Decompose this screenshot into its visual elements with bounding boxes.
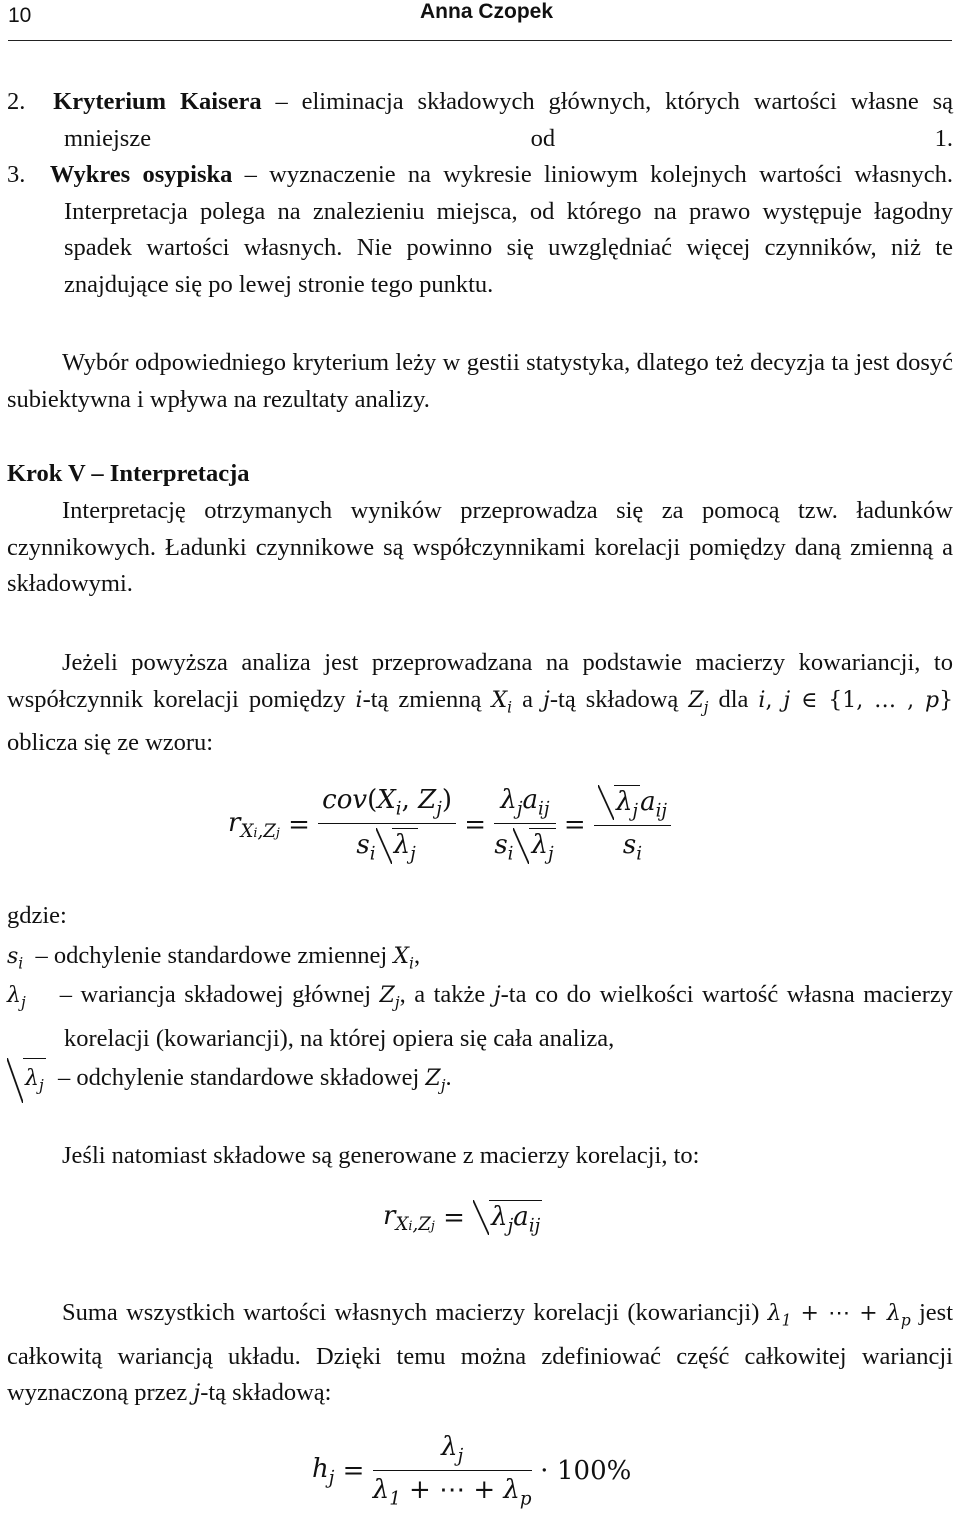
definition-sqrt-lambda: $\lambda_j$ – odchylenie standardowe składowej $Z_j$. <box>7 1058 953 1104</box>
where-label: gdzie: <box>7 902 67 929</box>
list-item-scree: 3. Wykres osypiska – wyznaczenie na wykresie liniowym kolejnych wartości własnych. Interpretacja polega na znalezieniu miejsca, od którego na prawo występuje łagodny spadek wartości własnych. Nie powinno się uwzględniać więcej czynników, niż te znajdujące się po lewej stronie tego punktu. <box>7 161 953 298</box>
list-item-kaiser: 2. Kryterium Kaisera – eliminacja składowych głównych, których wartości własne są mniejsze od 1. <box>7 88 954 152</box>
formula-variance-share: $h_j$ = $\frac{\lambda_j}{\lambda_1 + \cdots + \lambda_p}$ ⋅ 100% <box>312 1432 632 1510</box>
definition-s: $s_i$ – odchylenie standardowe zmiennej $X_i$, <box>7 942 421 973</box>
page-number: 10 <box>8 4 32 27</box>
definition-lambda: $\lambda_j$ – wariancja składowej głównej $Z_j$, a także j-ta co do wielkości wartość własna macierzy korelacji (kowariancji), na której opiera się cała analiza, <box>7 981 954 1052</box>
paragraph-correlation: Jeśli natomiast składowe są generowane z macierzy korelacji, to: <box>62 1142 700 1169</box>
paragraph-eigen-sum: Suma wszystkich wartości własnych macierzy korelacji (kowariancji) $\lambda_1$ + ⋯ + $\lambda_p$ jest całkowitą wariancją układu. Dzięki temu można zdefiniować część całkowitej wariancji wyznaczoną przez j-tą składową: <box>7 1299 954 1407</box>
section-heading: Krok V – Interpretacja <box>7 460 250 487</box>
running-author: Anna Czopek <box>420 0 554 23</box>
formula-loading-covariance: $r_{Xi,Zj}$ = $\frac{cov(X_i, Z_j)}{s_i \lambda_j}$ = $\frac{\lambda_ja_{ij}}{s_i \lambda_j}$ = $\frac{\lambda_ja_{ij}}{s_i}$ <box>228 785 671 865</box>
page-header <box>8 0 952 41</box>
formula-loading-correlation: $r_{Xi,Zj} = \lambda_ja_{ij}$ <box>383 1201 541 1237</box>
paragraph-criterion-choice: Wybór odpowiedniego kryterium leży w gestii statystyka, dlatego też decyzja ta jest dosyć subiektywna i wpływa na rezultaty analizy. <box>7 349 953 413</box>
paragraph-interpretation: Interpretację otrzymanych wyników przeprowadza się za pomocą tzw. ładunków czynnikowych. Ładunki czynnikowe są współczynnikami korelacji pomiędzy daną zmienną a składowymi. <box>7 497 953 597</box>
paragraph-covariance: Jeżeli powyższa analiza jest przeprowadzana na podstawie macierzy kowariancji, to współczynnik korelacji pomiędzy i-tą zmienną $X_i$ a j-tą składową $Z_j$ dla i, j ∈ {1, … , p} oblicza się ze wzoru: <box>7 649 954 757</box>
